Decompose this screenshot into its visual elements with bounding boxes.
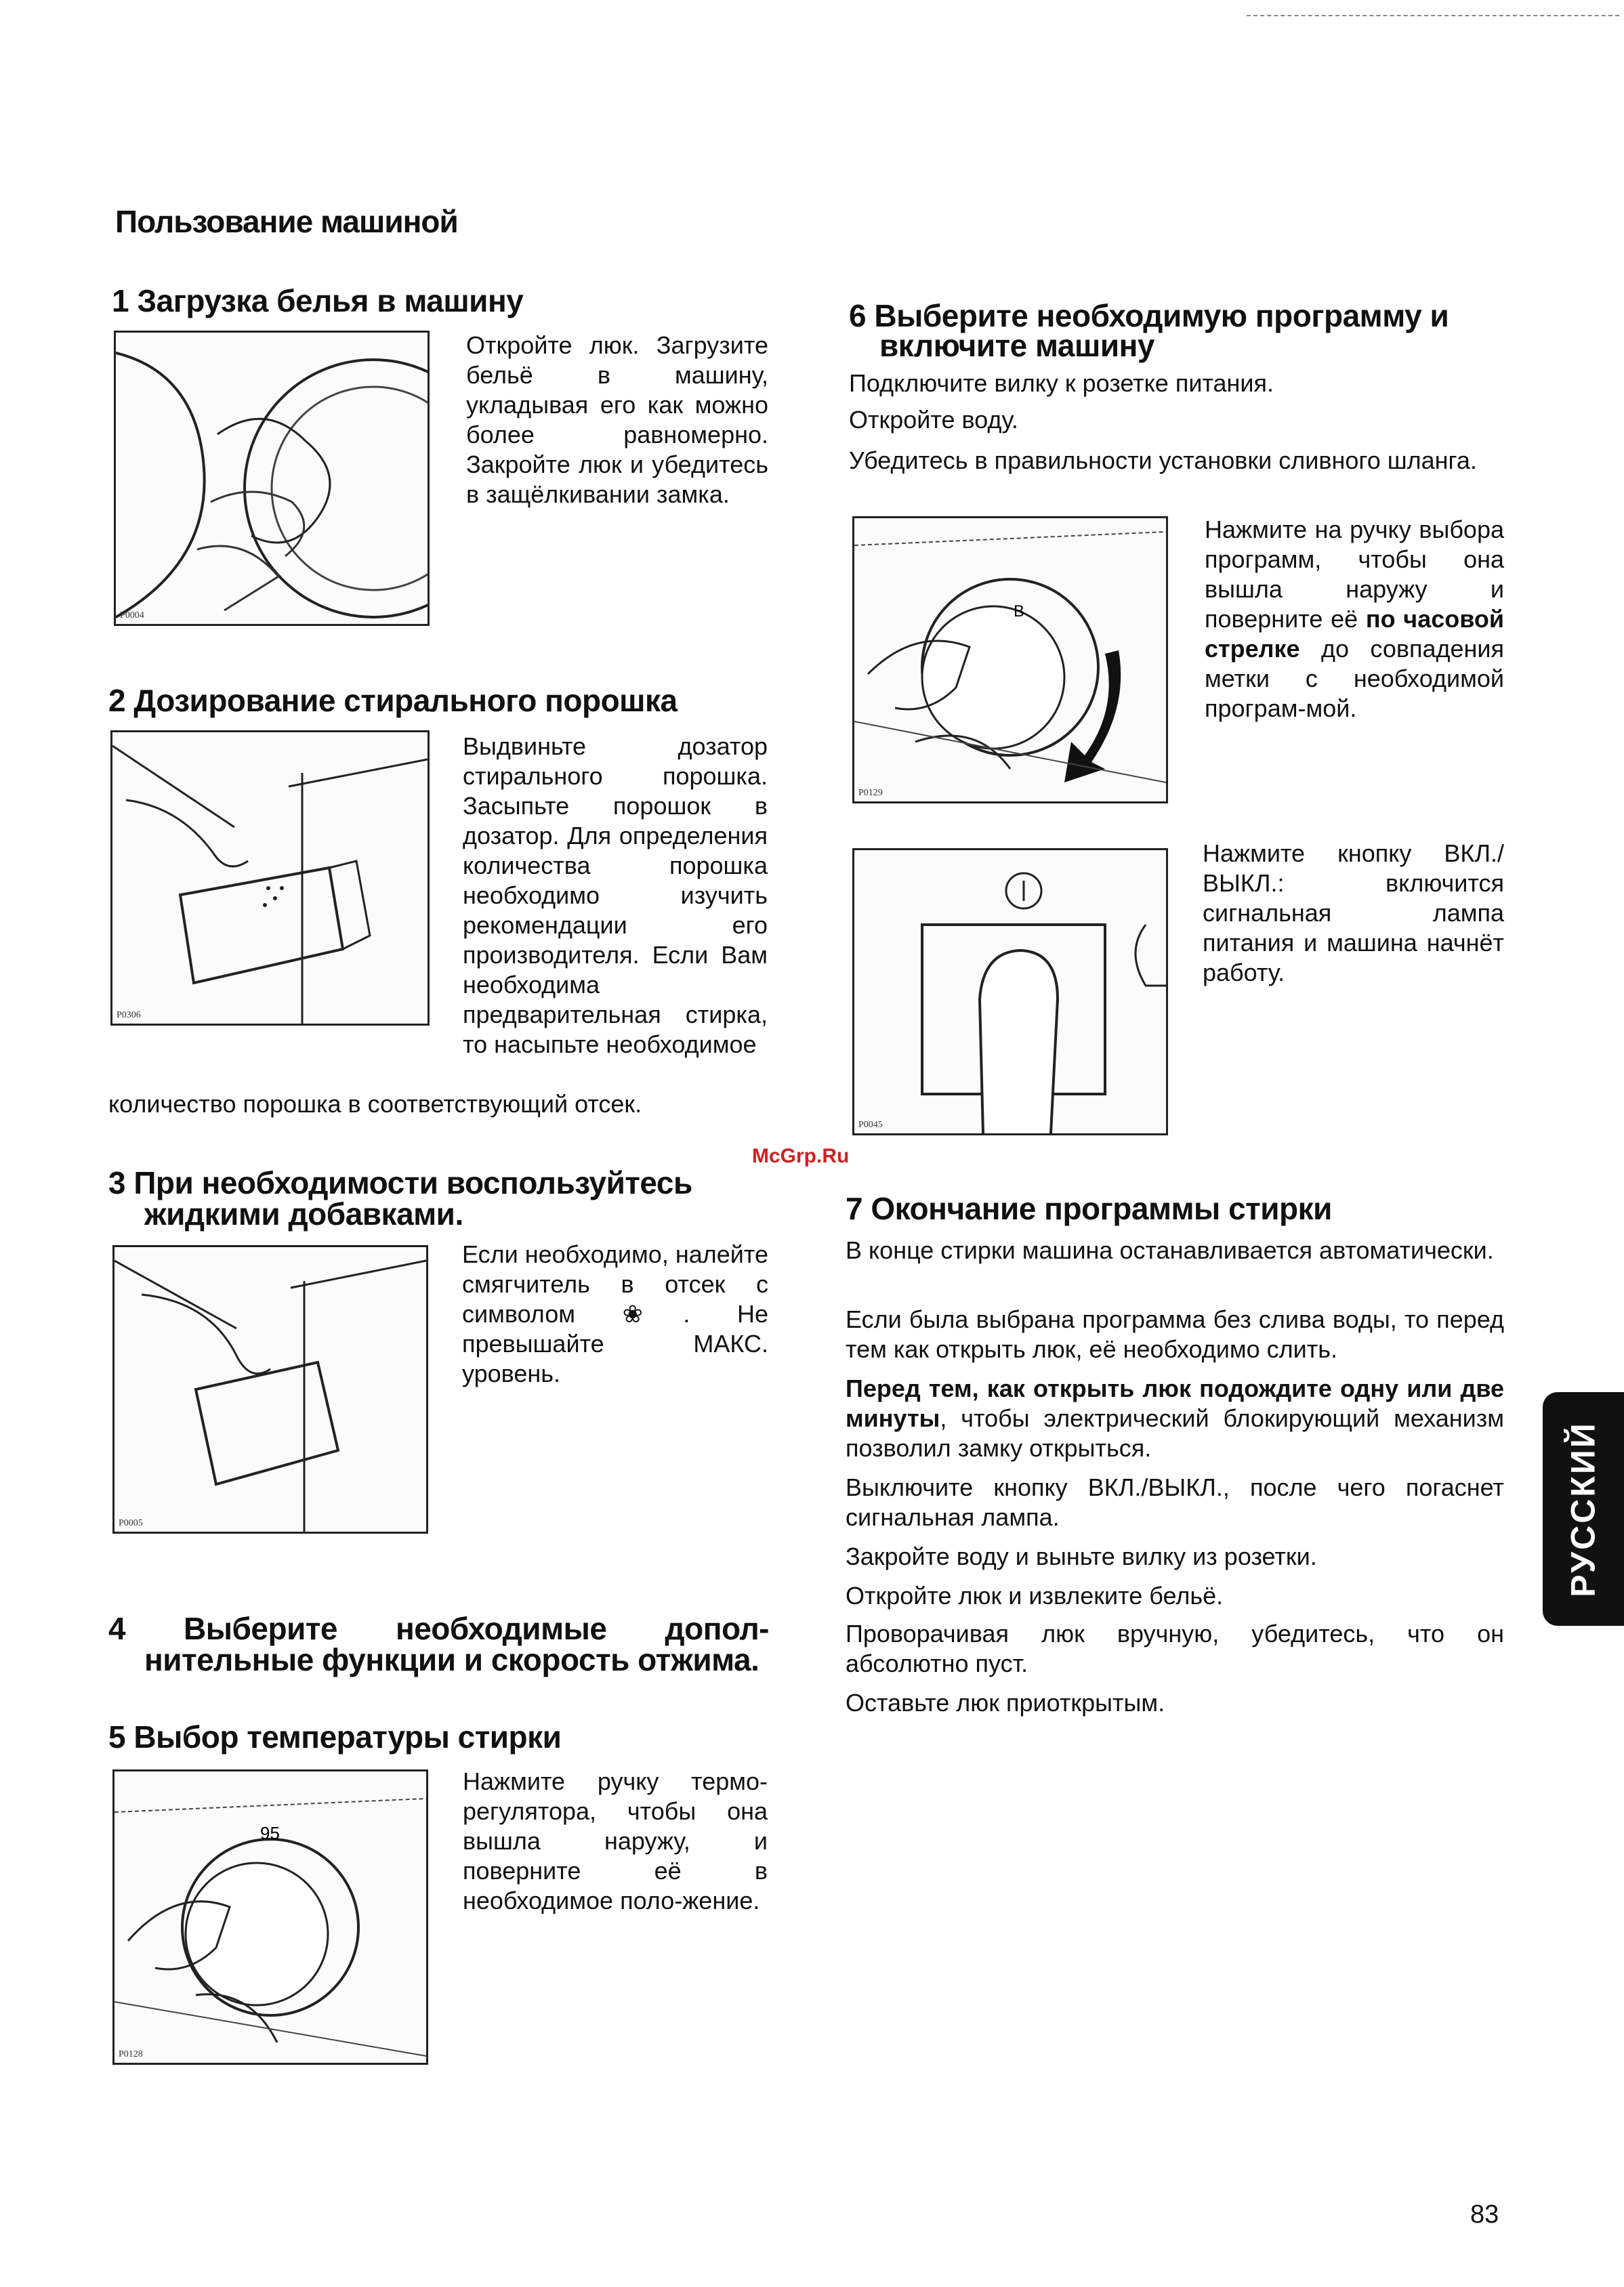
section-6-p2: Откройте воду. bbox=[849, 406, 1018, 434]
section-1-heading: 1 Загрузка белья в машину bbox=[112, 283, 524, 318]
figure-temperature-dial bbox=[112, 1769, 428, 2065]
section-7-p7: Проворачивая люк вручную, убедитесь, что он абсолютно пуст. bbox=[846, 1620, 1504, 1677]
section-6-text1 bbox=[1205, 515, 1504, 723]
section-2-heading: 2 Дозирование стирального порошка bbox=[108, 683, 678, 718]
figure-code: P0129 bbox=[858, 788, 883, 798]
program-dial-illustration bbox=[854, 518, 1166, 801]
section-7-p5: Закройте воду и выньте вилку из розетки. bbox=[846, 1543, 1317, 1570]
section-3-heading-line1: 3 При необходимости воспользуйтесь bbox=[108, 1165, 692, 1200]
softener-drawer-illustration bbox=[114, 1247, 426, 1532]
section-7-p6: Откройте люк и извлеките бельё. bbox=[846, 1582, 1224, 1610]
figure-program-dial bbox=[852, 516, 1168, 803]
section-7-p2: Если была выбрана программа без слива воды, то перед тем как открыть люк, её необходимо слить. bbox=[846, 1305, 1504, 1363]
figure-code: P0128 bbox=[119, 2049, 143, 2059]
section-6-p1: Подключите вилку к розетке питания. bbox=[849, 369, 1274, 397]
figure-code: P0306 bbox=[117, 1010, 141, 1020]
section-2-text-tail: количество порошка в соответствующий отсек. bbox=[108, 1090, 642, 1118]
dial-value: 95 bbox=[260, 1823, 280, 1843]
figure-code: P0005 bbox=[119, 1518, 143, 1528]
section-6-heading-line1: 6 Выберите необходимую программу и bbox=[849, 298, 1449, 333]
section-4-heading-line2: нительные функции и скорость отжима. bbox=[144, 1642, 759, 1677]
section-7-p4: Выключите кнопку ВКЛ./ВЫКЛ., после чего погаснет сигнальная лампа. bbox=[846, 1473, 1504, 1531]
section-7-p3 bbox=[846, 1374, 1504, 1463]
top-rule bbox=[1247, 15, 1619, 16]
figure-code: P0045 bbox=[858, 1120, 883, 1130]
section-6-text1-bold: по часовой стрелке bbox=[1205, 605, 1504, 663]
figure-softener-drawer bbox=[112, 1245, 428, 1534]
figure-detergent-drawer bbox=[110, 730, 430, 1026]
language-tab bbox=[1543, 1392, 1624, 1626]
section-6-text2: Нажмите кнопку ВКЛ./ВЫКЛ.: включится сигнальная лампа питания и машина начнёт работу. bbox=[1203, 839, 1504, 986]
figure-power-button bbox=[852, 848, 1168, 1135]
section-6-heading-line2: включите машину bbox=[879, 328, 1154, 363]
dial-label: B bbox=[1014, 602, 1025, 621]
figure-loading-laundry bbox=[114, 331, 430, 626]
section-7-p3-bold: Перед тем, как открыть люк подождите одну или две минуты bbox=[846, 1375, 1504, 1432]
detergent-drawer-illustration bbox=[112, 732, 428, 1024]
page-title: Пользование машиной bbox=[115, 204, 458, 239]
section-2-text: Выдвиньте дозатор стирального порошка. Засыпьте порошок в дозатор. Для определения количества порошка необходимо изучить рекомендации его производителя. Если Вам необходима предварительная стирка, то насыпьте необходимое bbox=[463, 732, 768, 1058]
section-7-p8: Оставьте люк приоткрытым. bbox=[846, 1689, 1165, 1717]
section-7-p3-rest: , чтобы электрический блокирующий механизм позволил замку открыться. bbox=[846, 1404, 1504, 1462]
language-tab-label: РУССКИЙ bbox=[1564, 1421, 1602, 1597]
section-6-text1-a: Нажмите на ручку выбора программ, чтобы она вышла наружу и поверните её bbox=[1205, 516, 1504, 633]
loading-laundry-illustration bbox=[116, 333, 428, 624]
temperature-dial-illustration bbox=[114, 1771, 426, 2063]
section-7-heading: 7 Окончание программы стирки bbox=[846, 1191, 1332, 1226]
section-3-heading-line2: жидкими добавками. bbox=[144, 1196, 463, 1232]
watermark: McGrp.Ru bbox=[752, 1145, 850, 1167]
section-6-p3: Убедитесь в правильности установки сливного шланга. bbox=[849, 446, 1477, 474]
section-6-text1-b: до совпадения метки с необходимой програм-мой. bbox=[1205, 635, 1504, 722]
page-number: 83 bbox=[1470, 2200, 1499, 2229]
section-7-p1: В конце стирки машина останавливается автоматически. bbox=[846, 1236, 1494, 1264]
section-4-heading-line1: 4 Выберите необходимые допол- bbox=[108, 1611, 769, 1646]
section-3-text: Если необходимо, налейте смягчитель в отсек с символом ❀. Не превышайте МАКС. уровень. bbox=[462, 1240, 768, 1387]
figure-code: P0004 bbox=[120, 610, 144, 621]
section-1-text: Откройте люк. Загрузите бельё в машину, укладывая его как можно более равномерно. Закройте люк и убедитесь в защёлкивании замка. bbox=[466, 331, 768, 508]
section-5-heading: 5 Выбор температуры стирки bbox=[108, 1719, 562, 1755]
power-button-illustration bbox=[854, 850, 1166, 1133]
section-5-text: Нажмите ручку термо-регулятора, чтобы она вышла наружу, и поверните её в необходимое поло-жение. bbox=[463, 1767, 768, 1914]
